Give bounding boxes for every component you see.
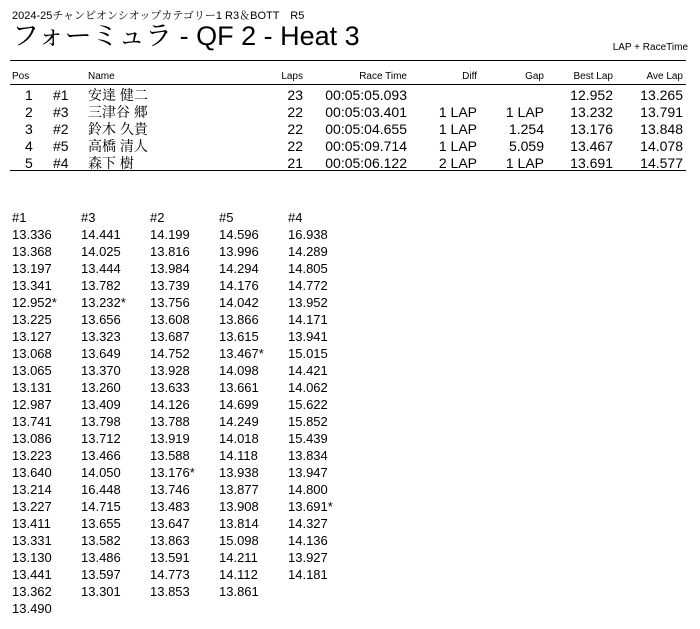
lap-time: 13.232* [81, 295, 126, 310]
row-laps: 23 [287, 87, 303, 103]
row-name: 森下 樹 [88, 155, 134, 171]
lap-time: 13.225 [12, 312, 52, 327]
lap-time: 13.466 [81, 448, 121, 463]
lap-time: 14.294 [219, 261, 259, 276]
lap-time: 16.938 [288, 227, 328, 242]
lap-time: 13.227 [12, 499, 52, 514]
row-diff: 1 LAP [438, 138, 477, 154]
row-number: #4 [53, 155, 69, 171]
lap-time: 13.996 [219, 244, 259, 259]
lap-time: 13.908 [219, 499, 259, 514]
lap-time: 13.411 [12, 516, 51, 531]
results-divider [10, 170, 686, 171]
lap-time: 15.015 [288, 346, 328, 361]
lap-time: 13.746 [150, 482, 190, 497]
row-laps: 22 [287, 121, 303, 137]
lap-time: 13.656 [81, 312, 121, 327]
lap-column [288, 209, 333, 583]
lap-time: 13.814 [219, 516, 259, 531]
lap-time: 15.852 [288, 414, 328, 429]
lap-time: 13.197 [12, 261, 52, 276]
lap-time: 13.065 [12, 363, 52, 378]
row-pos: 2 [25, 104, 33, 120]
row-laps: 22 [287, 138, 303, 154]
lap-time: 13.633 [150, 380, 190, 395]
lap-time: 14.050 [81, 465, 121, 480]
header-name: Name [88, 71, 115, 82]
row-gap: 1 LAP [505, 104, 544, 120]
row-ave-lap: 13.265 [640, 87, 683, 103]
lap-time: 13.853 [150, 584, 190, 599]
lap-time: 13.176* [150, 465, 195, 480]
lap-time: 14.249 [219, 414, 259, 429]
lap-time: 13.130 [12, 550, 52, 565]
lap-time: 13.582 [81, 533, 121, 548]
lap-time: 15.439 [288, 431, 328, 446]
lap-time: 13.984 [150, 261, 190, 276]
lap-time: 13.591 [150, 550, 190, 565]
lap-time: 13.863 [150, 533, 190, 548]
series-title: 2024-25チャンピオンシオップカテゴリー1 R3＆BOTT R5 [12, 10, 305, 22]
lap-time: 13.739 [150, 278, 190, 293]
title-divider [10, 60, 686, 61]
row-gap: 1 LAP [505, 155, 544, 171]
lap-column [150, 209, 195, 600]
lap-time: 14.715 [81, 499, 121, 514]
lap-column-driver: #2 [150, 210, 165, 225]
lap-time: 13.223 [12, 448, 52, 463]
lap-time: 13.336 [12, 227, 52, 242]
row-number: #2 [53, 121, 69, 137]
row-best-lap: 13.176 [570, 121, 613, 137]
lap-time: 12.952* [12, 295, 57, 310]
row-pos: 4 [25, 138, 33, 154]
lap-time: 13.928 [150, 363, 190, 378]
header-race-time: Race Time [359, 71, 407, 82]
row-name: 高橋 清人 [88, 138, 148, 154]
lap-time: 13.486 [81, 550, 121, 565]
row-best-lap: 13.467 [570, 138, 613, 154]
lap-time: 13.866 [219, 312, 259, 327]
lap-time: 13.655 [81, 516, 121, 531]
row-pos: 5 [25, 155, 33, 171]
lap-time: 13.086 [12, 431, 52, 446]
lap-time: 13.861 [219, 584, 259, 599]
header-divider [10, 84, 686, 85]
row-number: #5 [53, 138, 69, 154]
lap-time: 14.112 [219, 567, 258, 582]
row-laps: 22 [287, 104, 303, 120]
lap-column-driver: #1 [12, 210, 27, 225]
results-row [0, 121, 700, 138]
row-race-time: 00:05:03.401 [325, 104, 407, 120]
lap-time: 13.370 [81, 363, 121, 378]
lap-time: 13.444 [81, 261, 121, 276]
lap-time: 14.025 [81, 244, 121, 259]
row-race-time: 00:05:05.093 [325, 87, 407, 103]
row-ave-lap: 14.577 [640, 155, 683, 171]
lap-time: 13.691* [288, 499, 333, 514]
lap-time: 13.788 [150, 414, 190, 429]
lap-time: 13.947 [288, 465, 328, 480]
lap-time: 13.588 [150, 448, 190, 463]
row-number: #3 [53, 104, 69, 120]
lap-time: 14.800 [288, 482, 328, 497]
lap-time: 13.467* [219, 346, 264, 361]
lap-time: 14.596 [219, 227, 259, 242]
lap-time: 15.098 [219, 533, 259, 548]
lap-time: 14.805 [288, 261, 328, 276]
lap-time: 14.772 [288, 278, 328, 293]
lap-time: 13.927 [288, 550, 328, 565]
row-laps: 21 [287, 155, 303, 171]
row-diff: 1 LAP [438, 104, 477, 120]
lap-time: 14.018 [219, 431, 259, 446]
lap-time: 13.877 [219, 482, 259, 497]
lap-time: 14.118 [219, 448, 258, 463]
lap-time: 13.816 [150, 244, 190, 259]
lap-time: 13.952 [288, 295, 328, 310]
header-best-lap: Best Lap [573, 71, 613, 82]
lap-time: 13.323 [81, 329, 121, 344]
lap-time: 13.214 [12, 482, 52, 497]
lap-time: 13.068 [12, 346, 52, 361]
row-diff: 1 LAP [438, 121, 477, 137]
lap-time: 13.712 [81, 431, 121, 446]
row-best-lap: 12.952 [570, 87, 613, 103]
row-name: 安達 健二 [88, 87, 148, 103]
lap-time: 14.211 [219, 550, 258, 565]
row-gap: 1.254 [508, 121, 544, 137]
row-pos: 1 [25, 87, 33, 103]
header-gap: Gap [525, 71, 544, 82]
lap-time: 12.987 [12, 397, 52, 412]
lap-time: 14.289 [288, 244, 328, 259]
header-diff: Diff [462, 71, 477, 82]
lap-time: 14.199 [150, 227, 190, 242]
lap-time: 13.615 [219, 329, 259, 344]
lap-time: 14.181 [288, 567, 328, 582]
lap-time: 13.687 [150, 329, 190, 344]
lap-time: 13.362 [12, 584, 52, 599]
row-ave-lap: 14.078 [640, 138, 683, 154]
results-row [0, 138, 700, 155]
lap-column-driver: #3 [81, 210, 96, 225]
row-ave-lap: 13.848 [640, 121, 683, 137]
row-name: 鈴木 久貴 [88, 121, 148, 137]
row-race-time: 00:05:04.655 [325, 121, 407, 137]
row-diff: 2 LAP [438, 155, 477, 171]
lap-time: 13.647 [150, 516, 190, 531]
lap-time: 13.127 [12, 329, 52, 344]
row-pos: 3 [25, 121, 33, 137]
lap-time: 14.136 [288, 533, 328, 548]
lap-time: 13.919 [150, 431, 190, 446]
row-race-time: 00:05:09.714 [325, 138, 407, 154]
lap-time: 13.640 [12, 465, 52, 480]
lap-time: 13.341 [12, 278, 52, 293]
lap-time: 13.941 [288, 329, 328, 344]
lap-time: 13.483 [150, 499, 190, 514]
results-row [0, 87, 700, 104]
lap-time: 14.098 [219, 363, 259, 378]
lap-time: 13.798 [81, 414, 121, 429]
lap-time: 13.301 [81, 584, 121, 599]
page-title: フォーミュラ - QF 2 - Heat 3 [12, 21, 360, 51]
lap-time: 13.597 [81, 567, 121, 582]
row-race-time: 00:05:06.122 [325, 155, 407, 171]
header-laps: Laps [281, 71, 303, 82]
row-best-lap: 13.691 [570, 155, 613, 171]
lap-time: 13.834 [288, 448, 328, 463]
lap-time: 13.649 [81, 346, 121, 361]
lap-time: 14.752 [150, 346, 190, 361]
lap-time: 13.741 [12, 414, 52, 429]
lap-time: 13.661 [219, 380, 259, 395]
lap-time: 14.126 [150, 397, 190, 412]
lap-time: 13.368 [12, 244, 52, 259]
lap-time: 13.331 [12, 533, 52, 548]
lap-time: 13.260 [81, 380, 121, 395]
lap-time: 13.938 [219, 465, 259, 480]
lap-time: 14.773 [150, 567, 190, 582]
lap-time: 13.608 [150, 312, 190, 327]
lap-time: 15.622 [288, 397, 328, 412]
row-name: 三津谷 郷 [88, 104, 148, 120]
lap-time: 13.490 [12, 601, 52, 616]
lap-time: 14.176 [219, 278, 259, 293]
row-best-lap: 13.232 [570, 104, 613, 120]
lap-time: 14.699 [219, 397, 259, 412]
lap-column-driver: #4 [288, 210, 303, 225]
mode-label: LAP + RaceTime [612, 42, 688, 53]
lap-time: 16.448 [81, 482, 121, 497]
header-ave-lap: Ave Lap [646, 71, 683, 82]
lap-column-driver: #5 [219, 210, 234, 225]
lap-time: 13.441 [12, 567, 52, 582]
lap-time: 14.042 [219, 295, 259, 310]
lap-time: 14.171 [288, 312, 328, 327]
lap-time: 14.441 [81, 227, 121, 242]
row-number: #1 [53, 87, 69, 103]
lap-time: 14.421 [288, 363, 328, 378]
lap-column [81, 209, 126, 600]
lap-time: 13.409 [81, 397, 121, 412]
results-table [0, 70, 700, 172]
results-body [0, 87, 700, 172]
lap-time: 14.062 [288, 380, 328, 395]
row-ave-lap: 13.791 [640, 104, 683, 120]
lap-time: 14.327 [288, 516, 328, 531]
row-gap: 5.059 [508, 138, 544, 154]
results-row [0, 104, 700, 121]
lap-column [12, 209, 57, 617]
lap-time: 13.782 [81, 278, 121, 293]
header-pos: Pos [12, 71, 30, 82]
lap-time: 13.756 [150, 295, 190, 310]
lap-column [219, 209, 264, 600]
lap-time: 13.131 [12, 380, 52, 395]
